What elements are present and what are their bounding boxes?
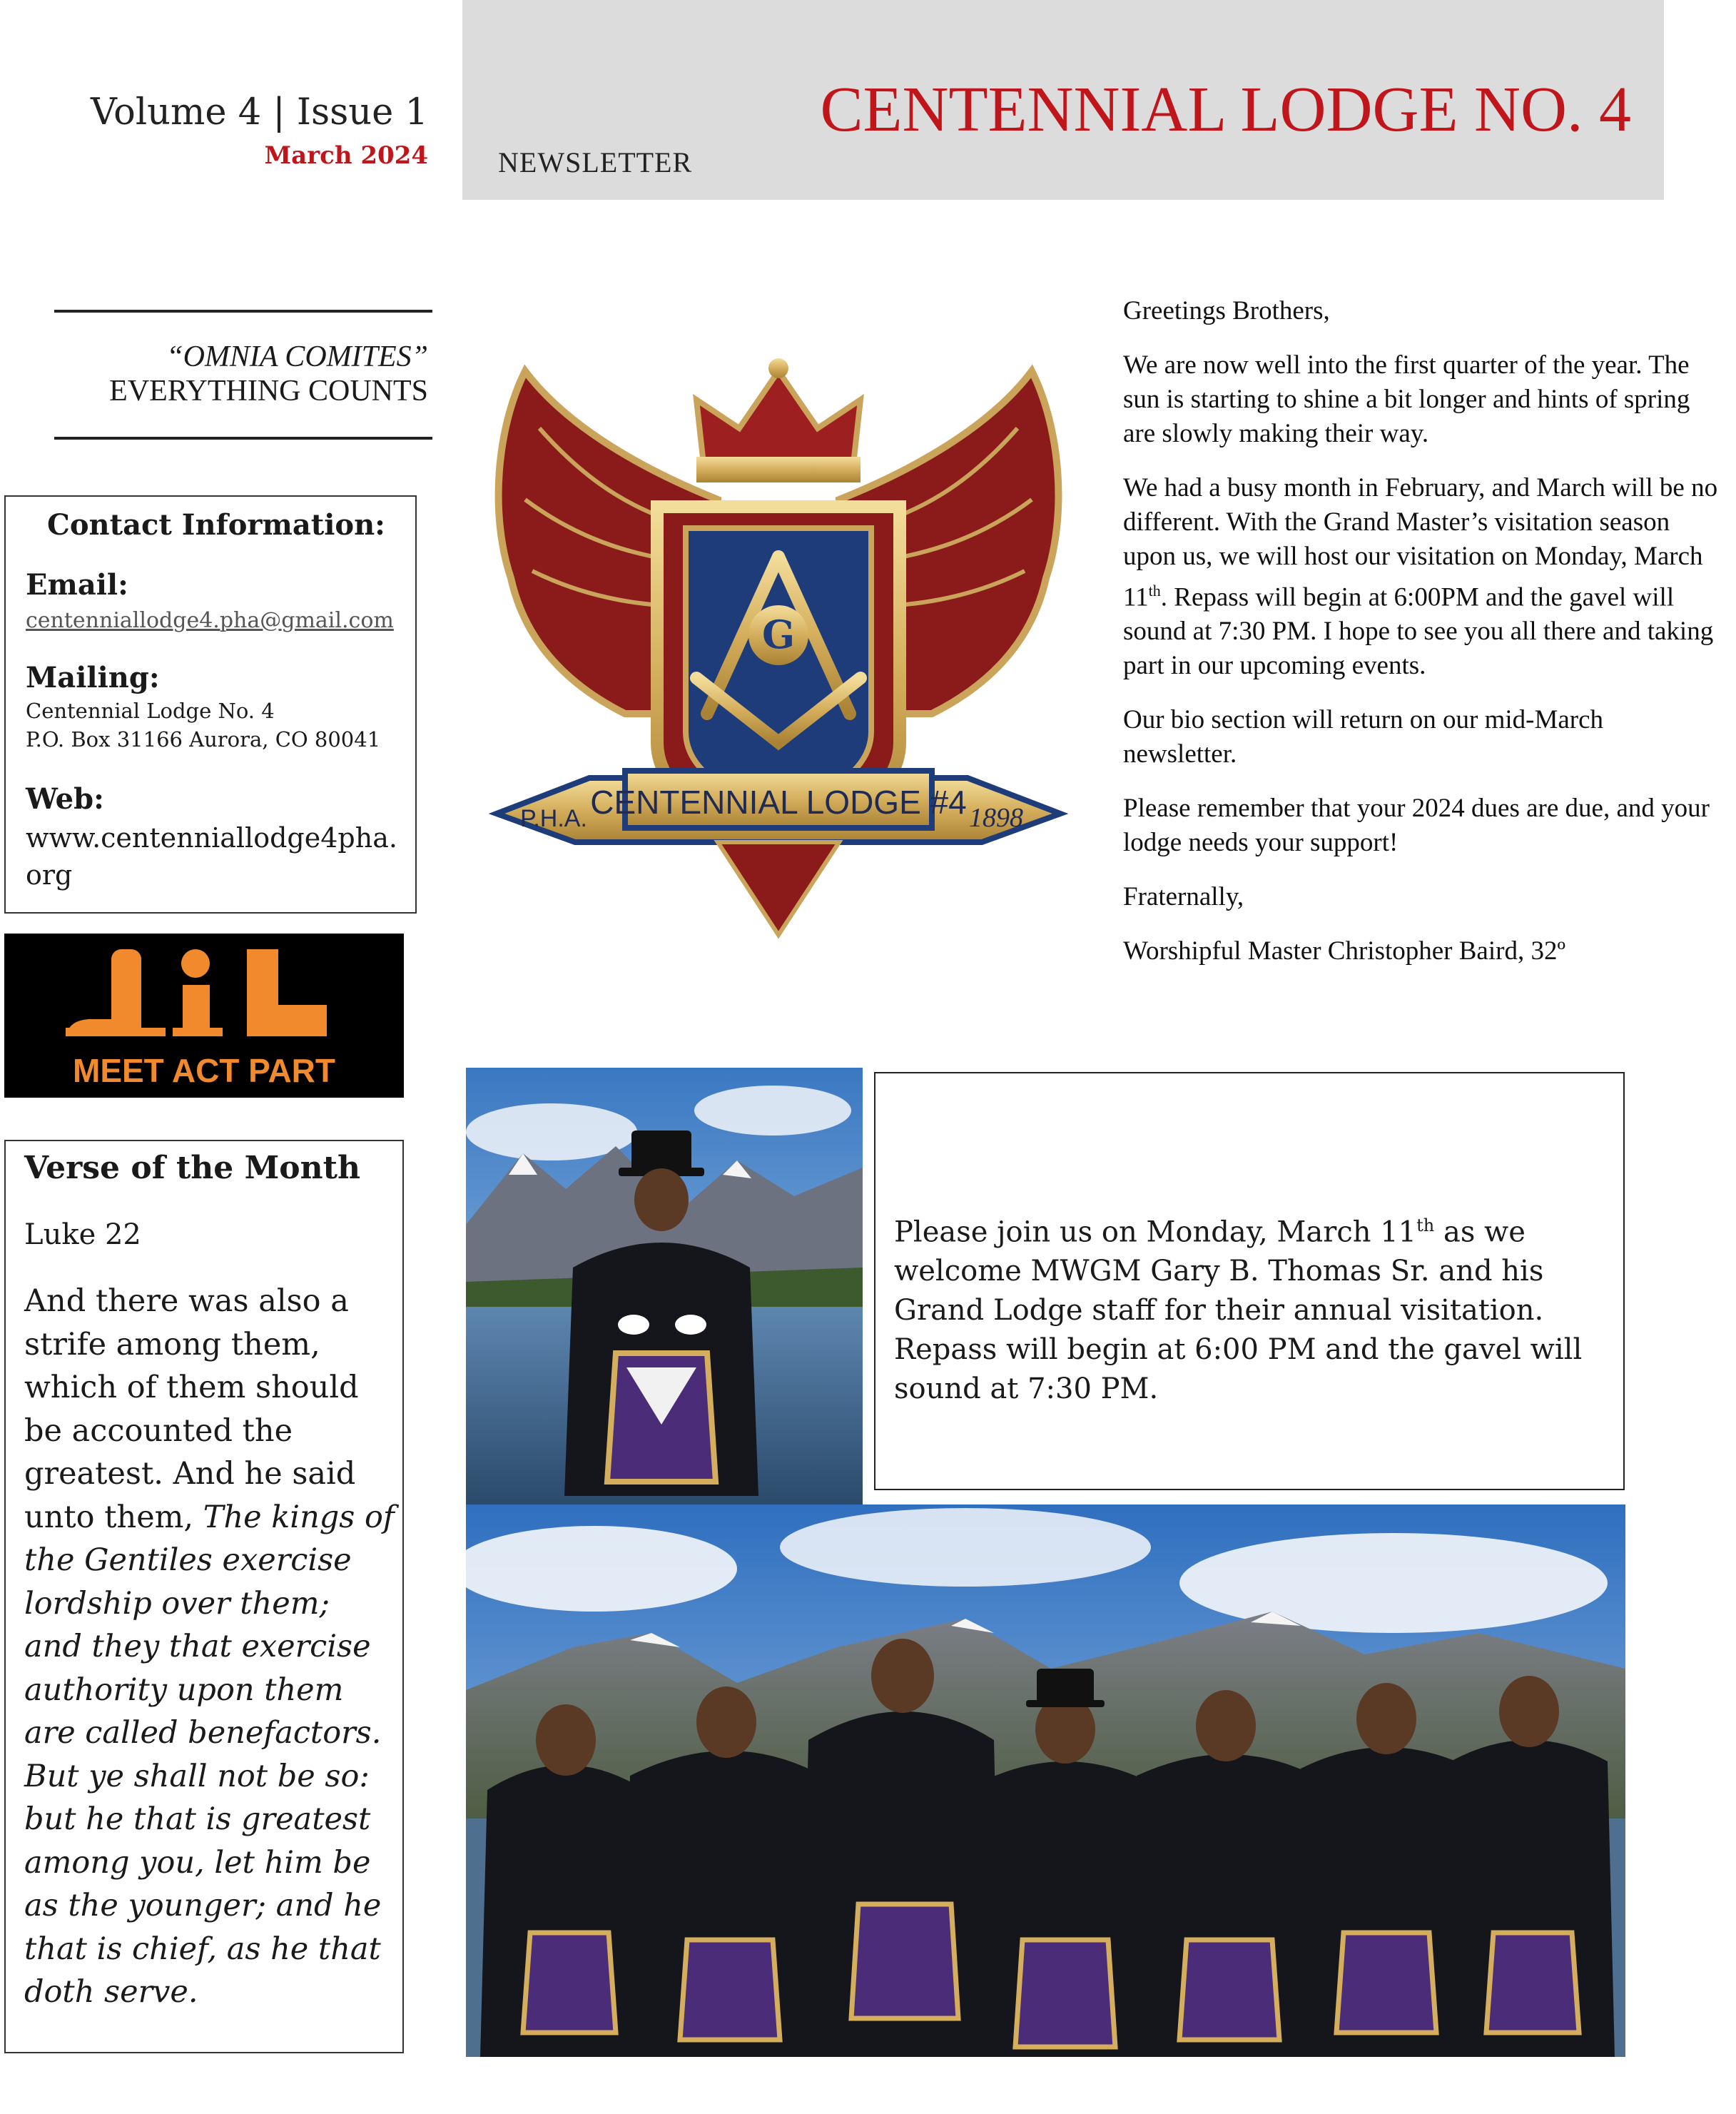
meet-act-part-logo [4, 934, 404, 1098]
letter-paragraph-2b: . Repass will begin at 6:00PM and the gavel will sound at 7:30 PM. I hope to see you all there and taking part in our upcoming events. [1123, 582, 1714, 681]
letter-signature: Worshipful Master Christopher Baird, 32º [1123, 936, 1565, 966]
letter-greeting: Greetings Brothers, [1123, 296, 1330, 325]
web-label: Web: [26, 782, 104, 816]
mailing-address-line2: P.O. Box 31166 Aurora, CO 80041 [26, 727, 381, 752]
volume-issue: Volume 4 | Issue 1 [91, 91, 428, 133]
announcement-text-a: Please join us on Monday, March 11 [894, 1215, 1417, 1249]
meet-act-part-text: MEET ACT PART [73, 1052, 335, 1089]
issue-date: March 2024 [264, 141, 428, 170]
officers-group-photo [466, 1504, 1625, 2057]
crest-banner-text: CENTENNIAL LODGE #4 [590, 784, 967, 821]
letter-paragraph-3: Our bio section will return on our mid-March newsletter. [1123, 705, 1604, 769]
verse-text [24, 1280, 395, 2014]
letter-paragraph-2 [1123, 471, 1722, 683]
verse-box [4, 1140, 404, 2053]
verse-reference: Luke 22 [24, 1218, 141, 1251]
emblem-letter: G [761, 612, 796, 657]
superscript: th [1416, 1215, 1435, 1235]
mailing-address-line1: Centennial Lodge No. 4 [26, 699, 275, 723]
letter-paragraph-2a: We had a busy month in February, and March will be no different. With the Grand Master’s visitation season upon us, we will host our visitation on Monday, March 11 [1123, 473, 1718, 612]
email-link[interactable]: centenniallodge4.pha@gmail.com [26, 608, 394, 633]
letter [1123, 294, 1722, 988]
announcement-text-b: as we welcome MWGM Gary B. Thomas Sr. and his Grand Lodge staff for their annual visitation. Repass will begin at 6:00 PM and the gavel will sound at 7:30 PM. [894, 1215, 1583, 1406]
divider [54, 310, 432, 313]
divider [54, 437, 432, 440]
verse-text-plain: And there was also a strife among them, which of them should be accounted the greatest. And he said unto them, [24, 1283, 359, 1535]
letter-paragraph-1: We are now well into the first quarter of the year. The sun is starting to shine a bit longer and hints of spring are slowly making their way. [1123, 350, 1690, 448]
lodge-crest-logo [482, 343, 1075, 942]
mailing-label: Mailing: [26, 661, 160, 694]
motto-english: EVERYTHING COUNTS [109, 375, 428, 408]
letter-paragraph-4: Please remember that your 2024 dues are due, and your lodge needs your support! [1123, 794, 1710, 858]
letter-closing: Fraternally, [1123, 882, 1244, 912]
email-label: Email: [26, 568, 128, 602]
crown-icon [696, 358, 861, 482]
newsletter-label: NEWSLETTER [498, 146, 693, 178]
superscript: th [1148, 582, 1161, 600]
crest-right-ribbon: 1898 [969, 803, 1023, 833]
verse-heading: Verse of the Month [24, 1150, 360, 1186]
page-title: CENTENNIAL LODGE NO. 4 [820, 74, 1631, 145]
contact-box [4, 495, 417, 914]
crest-left-ribbon: P.H.A. [520, 805, 587, 832]
grand-master-photo [466, 1068, 863, 1504]
announcement-box [874, 1072, 1625, 1490]
motto-latin: “OMNIA COMITES” [166, 340, 428, 373]
contact-heading: Contact Information: [47, 508, 385, 542]
announcement-text [894, 1206, 1608, 1409]
web-link[interactable]: www.centenniallodge4pha.org [26, 822, 397, 891]
verse-text-italic: The kings of the Gentiles exercise lordship over them; and they that exercise authority upon them are called benefactors. But ye shall not be so: but he that is greatest among you, let him be as the younger; and he that is chief, as he that doth serve. [24, 1499, 395, 2010]
